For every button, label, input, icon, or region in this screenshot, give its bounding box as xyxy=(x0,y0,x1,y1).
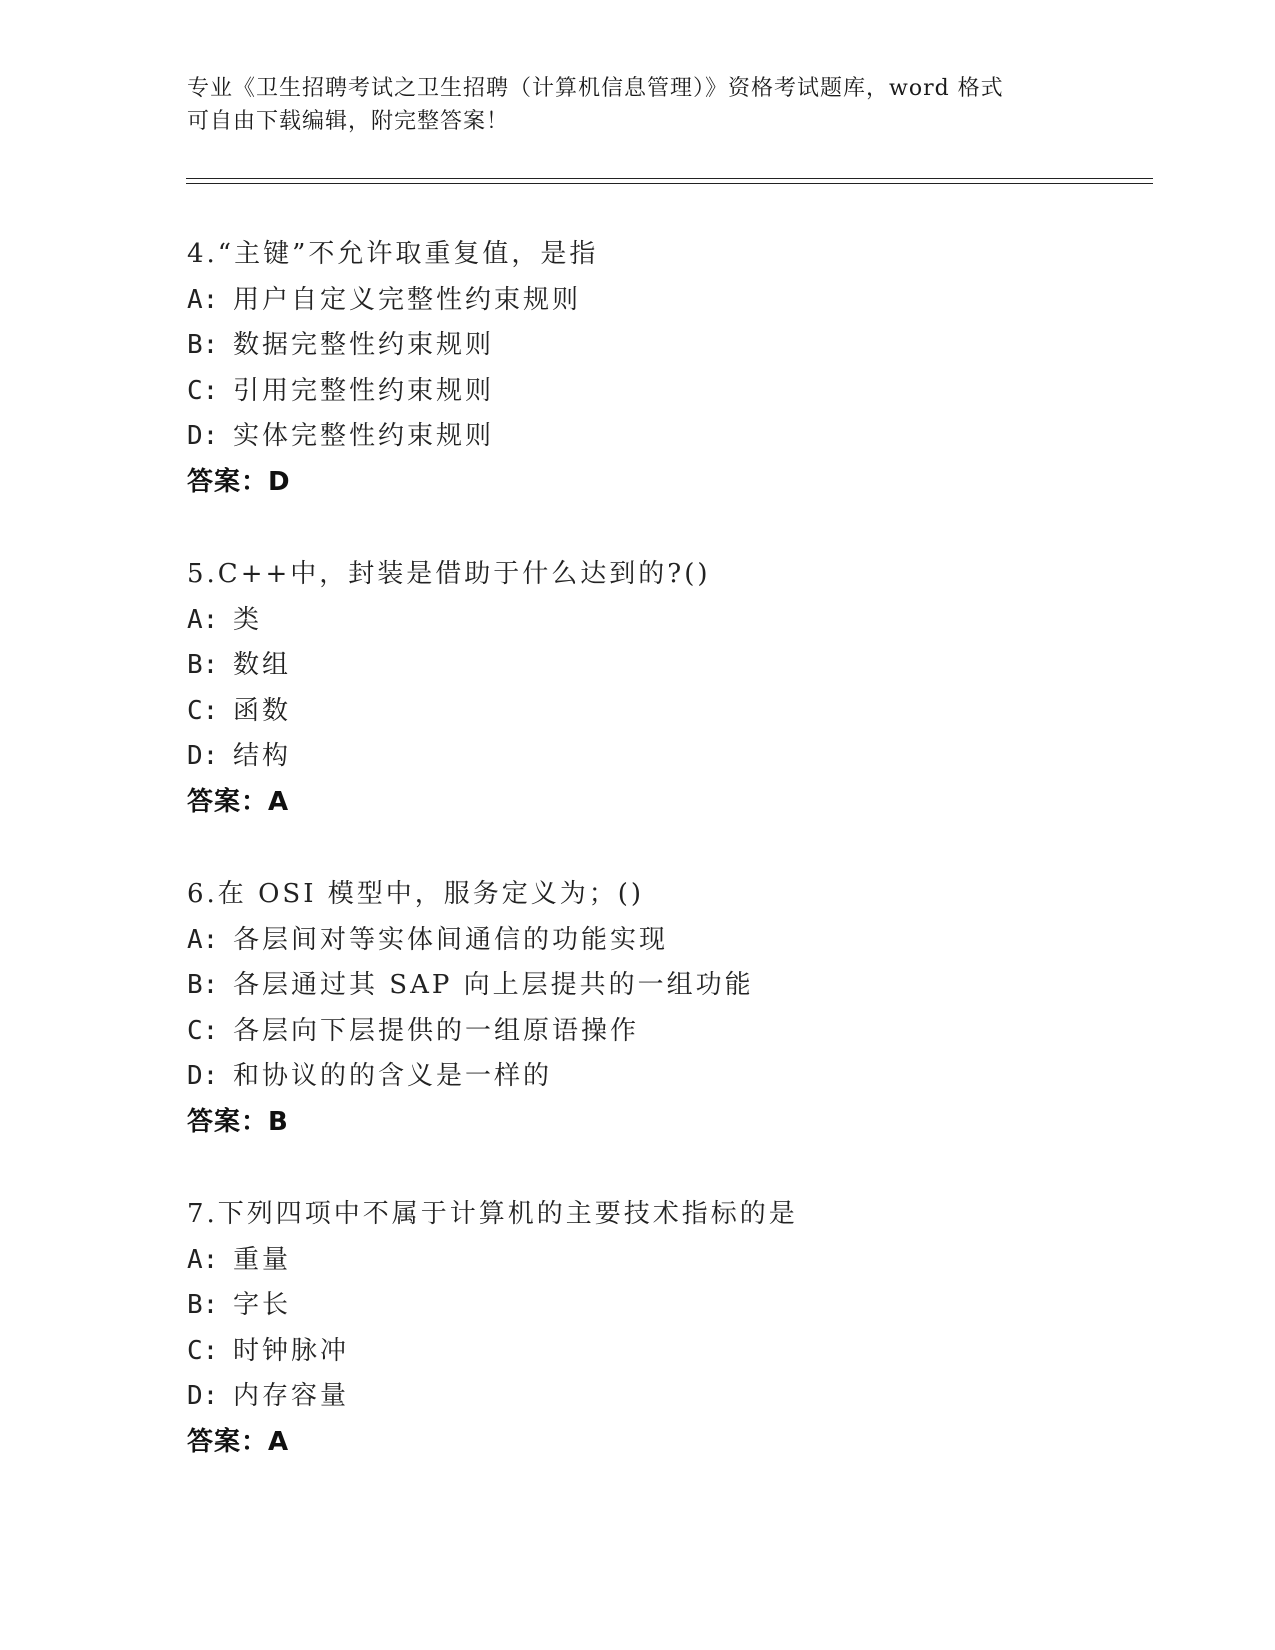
option-a xyxy=(187,278,1147,324)
option-d xyxy=(187,1054,1147,1100)
header-divider-top xyxy=(186,178,1153,179)
option-d xyxy=(187,734,1147,780)
option-b xyxy=(187,643,1147,689)
option-b xyxy=(187,1283,1147,1329)
option-letter: D: xyxy=(187,741,219,772)
option-text: 类 xyxy=(233,604,263,635)
option-text: 结构 xyxy=(233,741,292,772)
answer-line: 答案：A xyxy=(187,786,290,817)
option-letter: D: xyxy=(187,421,219,452)
option-d xyxy=(187,414,1147,460)
option-text: 实体完整性约束规则 xyxy=(233,421,495,452)
option-text: 内存容量 xyxy=(233,1381,350,1412)
option-letter: C: xyxy=(187,1335,219,1366)
option-letter: D: xyxy=(187,1381,219,1412)
option-letter: C: xyxy=(187,695,219,726)
option-text: 函数 xyxy=(233,695,292,726)
option-text: 和协议的的含义是一样的 xyxy=(233,1061,553,1092)
option-letter: B: xyxy=(187,650,219,681)
option-c xyxy=(187,369,1147,415)
answer-line: 答案：B xyxy=(187,1106,289,1137)
option-letter: A: xyxy=(187,604,219,635)
document-header xyxy=(187,72,1087,138)
option-text: 字长 xyxy=(233,1290,292,1321)
header-title-line-1: 专业《卫生招聘考试之卫生招聘（计算机信息管理）》资格考试题库，word 格式 xyxy=(187,76,1004,101)
option-text: 各层通过其 SAP 向上层提共的一组功能 xyxy=(233,970,754,1001)
option-text: 引用完整性约束规则 xyxy=(233,375,495,406)
option-text: 重量 xyxy=(233,1244,292,1275)
option-letter: C: xyxy=(187,375,219,406)
question-5 xyxy=(187,552,1147,872)
option-letter: B: xyxy=(187,1290,219,1321)
option-a xyxy=(187,1238,1147,1284)
question-list xyxy=(187,232,1147,1512)
option-letter: A: xyxy=(187,284,219,315)
option-c xyxy=(187,1009,1147,1055)
question-4 xyxy=(187,232,1147,552)
option-b xyxy=(187,963,1147,1009)
option-d xyxy=(187,1374,1147,1420)
option-text: 各层向下层提供的一组原语操作 xyxy=(233,1015,640,1046)
option-letter: D: xyxy=(187,1061,219,1092)
option-letter: C: xyxy=(187,1015,219,1046)
option-letter: A: xyxy=(187,1244,219,1275)
option-letter: B: xyxy=(187,330,219,361)
option-text: 时钟脉冲 xyxy=(233,1335,350,1366)
question-6 xyxy=(187,872,1147,1192)
answer-line: 答案：A xyxy=(187,1426,290,1457)
question-stem: 5.C++中，封装是借助于什么达到的?() xyxy=(187,559,711,589)
option-text: 数组 xyxy=(233,650,292,681)
option-b xyxy=(187,323,1147,369)
question-stem: 4.“主键”不允许取重复值，是指 xyxy=(187,239,599,269)
option-a xyxy=(187,598,1147,644)
option-letter: A: xyxy=(187,924,219,955)
option-text: 数据完整性约束规则 xyxy=(233,330,495,361)
option-letter: B: xyxy=(187,970,219,1001)
option-text: 用户自定义完整性约束规则 xyxy=(233,284,582,315)
question-stem: 6.在 OSI 模型中，服务定义为；() xyxy=(187,879,645,909)
question-stem: 7.下列四项中不属于计算机的主要技术指标的是 xyxy=(187,1199,798,1229)
option-c xyxy=(187,1329,1147,1375)
header-title-line-2: 可自由下载编辑，附完整答案！ xyxy=(187,109,510,134)
option-c xyxy=(187,689,1147,735)
option-text: 各层间对等实体间通信的功能实现 xyxy=(233,924,669,955)
option-a xyxy=(187,918,1147,964)
header-divider-bottom xyxy=(186,183,1153,184)
question-7 xyxy=(187,1192,1147,1512)
answer-line: 答案：D xyxy=(187,466,291,497)
